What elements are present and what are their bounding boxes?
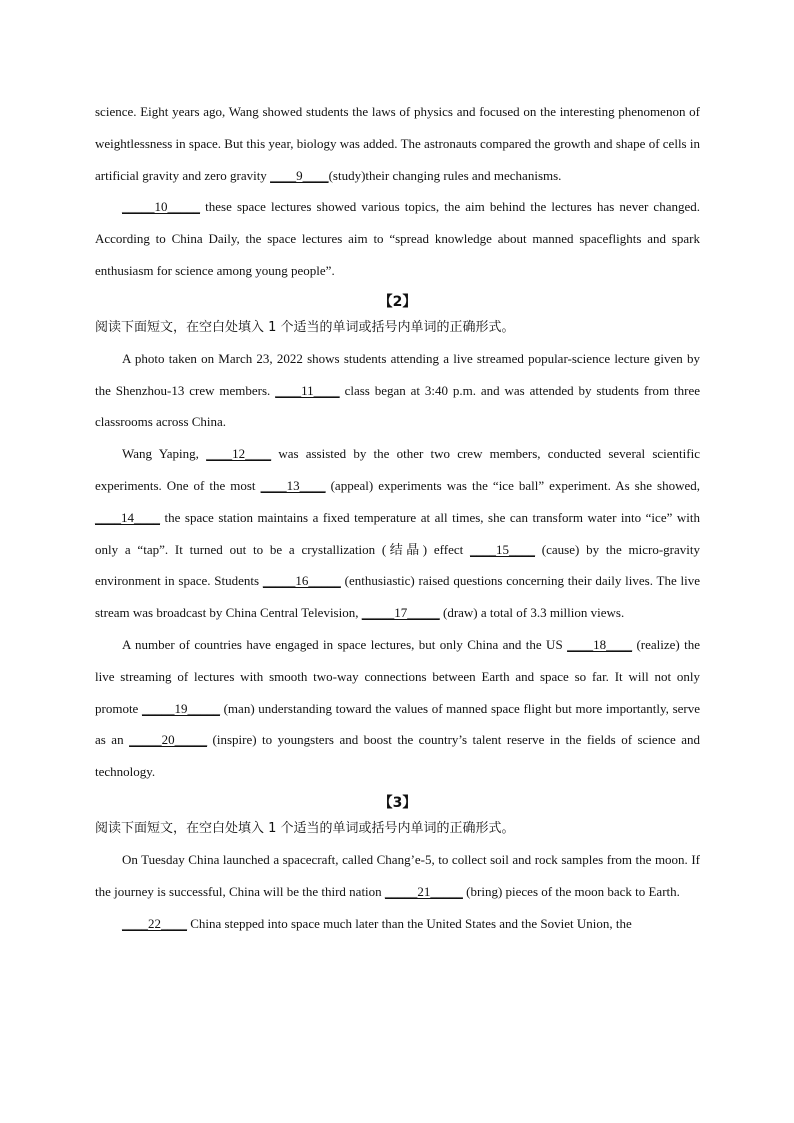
text: science. Eight years ago, Wang showed students the laws of physics and focused on the interesting phenomenon of weightlessness in space. But this year, biology was added. The astronauts compared the growth and shape of cells in artificial gravity and zero gravity xyxy=(95,104,700,183)
blank-10[interactable]: _____10_____ xyxy=(122,199,200,215)
blank-9[interactable]: ____9____ xyxy=(270,167,329,183)
text: (enthusiastic) raised questions concerning their daily lives. The live stream was broadcast by China Central Television, xyxy=(95,573,700,621)
blank-20[interactable]: _____20_____ xyxy=(129,732,208,748)
blank-14[interactable]: ____14____ xyxy=(95,509,160,525)
text: China stepped into space much later than the United States and the Soviet Union, the xyxy=(187,915,632,931)
text: (inspire) to youngsters and boost the country’s talent reserve in the fields of science and technology. xyxy=(95,732,700,780)
section-3-heading: 【3】 xyxy=(378,794,417,811)
section-2-instruction: 阅读下面短文，在空白处填入 1 个适当的单词或括号内单词的正确形式。 xyxy=(95,319,515,335)
blank-16[interactable]: _____16_____ xyxy=(262,573,341,589)
text: (realize) the live streaming of lectures with smooth two-way connections between Earth and space so far. It will not only promote xyxy=(95,636,700,716)
section-3-instruction: 阅读下面短文，在空白处填入 1 个适当的单词或括号内单词的正确形式。 xyxy=(95,820,515,836)
text: class began at 3:40 p.m. and was attended by students from three classrooms across China. xyxy=(95,382,700,430)
blank-15[interactable]: ____15____ xyxy=(470,541,535,557)
text: (study)their changing rules and mechanisms. xyxy=(328,167,562,183)
text: (cause) by the micro-gravity environment in space. Students xyxy=(95,541,700,589)
text: (man) understanding toward the values of manned space flight but more importantly, serve as an xyxy=(95,700,700,748)
blank-17[interactable]: _____17_____ xyxy=(361,605,440,621)
blank-12[interactable]: ____12____ xyxy=(206,446,272,462)
text: these space lectures showed various topics, the aim behind the lectures has never changed. According to China Daily, the space lectures aim to “spread knowledge about manned spaceflights and spark enthusiasm for science among young people”. xyxy=(95,199,700,278)
text: the space station maintains a fixed temperature at all times, she can transform water into “ice” with only a “tap”. It turned out to be a crystallization (结晶) effect xyxy=(95,509,700,557)
passage1-paragraph-1 xyxy=(95,96,700,191)
blank-11[interactable]: ____11____ xyxy=(275,382,340,398)
text: (draw) a total of 3.3 million views. xyxy=(439,605,625,621)
section-2-heading: 【2】 xyxy=(378,293,417,310)
passage1-paragraph-2 xyxy=(95,191,700,286)
blank-22[interactable]: ____22____ xyxy=(122,915,187,931)
blank-13[interactable]: ____13____ xyxy=(260,477,326,493)
text: was assisted by the other two crew members, conducted several scientific experiments. One of the most xyxy=(95,446,700,493)
section2-paragraph-2 xyxy=(95,438,700,629)
section2-paragraph-3 xyxy=(95,629,700,788)
document-page xyxy=(95,96,700,939)
blank-21[interactable]: _____21_____ xyxy=(384,883,463,899)
section2-paragraph-1 xyxy=(95,343,700,438)
section3-paragraph-2 xyxy=(95,908,700,940)
text: A number of countries have engaged in space lectures, but only China and the US xyxy=(122,636,568,652)
text: A photo taken on March 23, 2022 shows students attending a live streamed popular-science lecture given by the Shenzhou-13 crew members. xyxy=(95,350,700,398)
text: (bring) pieces of the moon back to Earth. xyxy=(462,883,680,899)
text: (appeal) experiments was the “ice ball” experiment. As she showed, xyxy=(325,477,700,493)
text: On Tuesday China launched a spacecraft, called Chang’e-5, to collect soil and rock samples from the moon. If the journey is successful, China will be the third nation xyxy=(95,851,700,899)
blank-18[interactable]: ____18____ xyxy=(567,636,633,652)
section3-paragraph-1 xyxy=(95,844,700,908)
blank-19[interactable]: _____19_____ xyxy=(141,700,220,716)
text: Wang Yaping, xyxy=(122,446,207,462)
